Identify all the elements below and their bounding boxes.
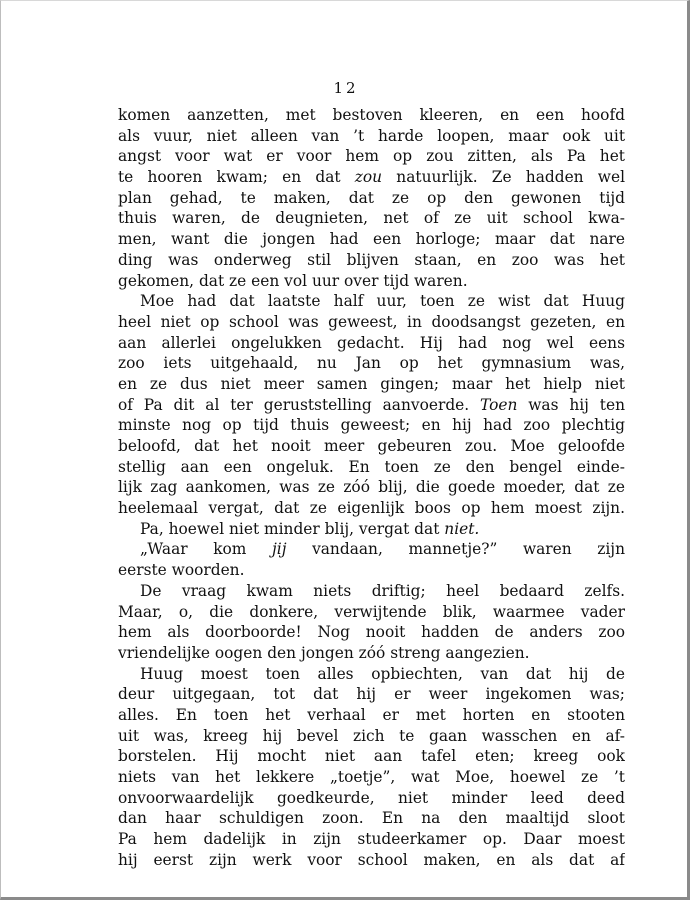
text-line: of Pa dit al ter geruststelling aanvoerde. Toen was hij ten [118, 395, 625, 414]
text-line: vriendelijke oogen den jongen zóó streng aangezien. [118, 643, 530, 662]
text-line: dan haar schuldigen zoon. En na den maaltijd sloot [118, 809, 625, 828]
text-line: zoo iets uitgehaald, nu Jan op het gymnasium was, [118, 354, 625, 373]
text-line: komen aanzetten, met bestoven kleeren, en een hoofd [118, 106, 625, 124]
text-line: ding was onderweg stil blijven staan, en zoo was het [118, 250, 625, 269]
text-line: deur uitgegaan, tot dat hij er weer ingekomen was; [118, 685, 625, 704]
text-line: beloofd, dat het nooit meer gebeuren zou. Moe geloofde [118, 437, 625, 455]
text-line: Huug moest toen alles opbiechten, van dat hij de [140, 664, 625, 683]
text-line: heelemaal vergat, dat ze eigenlijk boos op hem moest zijn. [118, 499, 625, 518]
text-line: aan allerlei ongelukken gedacht. Hij had nog wel eens [118, 333, 625, 352]
emphasis: niet. [444, 519, 480, 538]
text-line: als vuur, niet alleen van ’t harde loopen, maar ook uit [118, 126, 625, 145]
page-number: 12 [333, 79, 359, 97]
text-line: Moe had dat laatste half uur, toen ze wist dat Huug [140, 292, 625, 311]
text-line: Pa hem dadelijk in zijn studeerkamer op. Daar moest [118, 830, 625, 849]
text-line: uit was, kreeg hij bevel zich te gaan wasschen en af- [118, 726, 625, 745]
text-line: en ze dus niet meer samen gingen; maar het hielp niet [118, 374, 625, 393]
text-line: hij eerst zijn werk voor school maken, en als dat af [118, 850, 625, 869]
text-line: hem als doorboorde! Nog nooit hadden de anders zoo [118, 623, 625, 642]
emphasis: zou [354, 168, 383, 187]
emphasis: jij [272, 540, 287, 559]
text-line: eerste woorden. [118, 561, 245, 580]
text-line: onvoorwaardelijk goedkeurde, niet minder leed deed [118, 788, 625, 807]
text-line: men, want die jongen had een horloge; maar dat nare [118, 230, 625, 249]
text-line: niets van het lekkere „toetje”, wat Moe, hoewel ze ’t [118, 768, 625, 786]
body-text [118, 105, 625, 870]
text-line: lijk zag aankomen, was ze zóó blij, die goede moeder, dat ze [118, 478, 625, 497]
text-line: angst voor wat er voor hem op zou zitten, als Pa het [118, 147, 625, 166]
text-line: De vraag kwam niets driftig; heel bedaard zelfs. [140, 581, 625, 600]
text-line: thuis waren, de deugnieten, net of ze uit school kwa- [118, 209, 625, 228]
text-line: gekomen, dat ze een vol uur over tijd waren. [118, 271, 468, 290]
text-line: stellig aan een ongeluk. En toen ze den bengel einde- [118, 457, 625, 476]
emphasis: Toen [480, 395, 518, 414]
text-line: borstelen. Hij mocht niet aan tafel eten; kreeg ook [118, 747, 625, 766]
text-line: alles. En toen het verhaal er met horten en stooten [118, 705, 625, 724]
text-line: plan gehad, te maken, dat ze op den gewonen tijd [118, 188, 625, 207]
text-line: Pa, hoewel niet minder blij, vergat dat niet. [140, 519, 480, 538]
text-line: heel niet op school was geweest, in doodsangst gezeten, en [118, 312, 625, 331]
text-line: Maar, o, die donkere, verwijtende blik, waarmee vader [118, 602, 625, 621]
text-line: te hooren kwam; en dat zou natuurlijk. Ze hadden wel [118, 168, 625, 187]
text-line: minste nog op tijd thuis geweest; en hij had zoo plechtig [118, 416, 625, 435]
text-line: „Waar kom jij vandaan, mannetje?” waren zijn [140, 540, 625, 559]
